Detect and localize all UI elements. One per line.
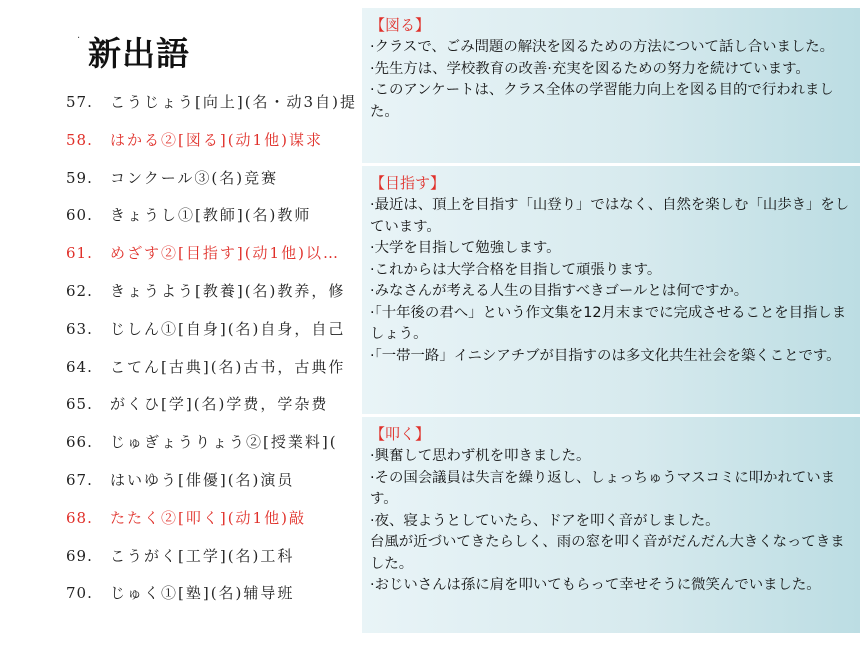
vocab-number: 58. [66,130,93,149]
example-sentence: ·先生方は、学校教育の改善·充実を図るための努力を続けています。 [370,60,810,77]
example-sentence: ·興奮して思わず机を叩きました。 [370,448,591,464]
vocab-item [66,242,357,280]
panel-heading: 【叩く】 [370,425,431,443]
vocab-item [66,507,357,545]
vocab-text: はかる②[図る](动1他)谋求 [110,130,323,149]
example-sentence: ·最近は、頂上を目指す「山登り」ではなく、自然を楽しむ「山歩き」をしています。 [370,197,850,235]
example-sentence: ·このアンケートは、クラス全体の学習能力向上を図る目的で行われました。 [370,82,834,120]
example-lines [370,37,850,123]
vocab-number: 68. [66,508,93,527]
vocab-text: こてん[古典](名)古书，古典作 [110,357,346,376]
example-sentence: ·「一帯一路」イニシアチブが目指すのは多文化共生社会を築くことです。 [370,347,841,364]
vocab-item [66,545,357,583]
vocab-text: めざす②[目指す](动1他)以… [110,244,340,263]
vocab-text: きょうし①[教師](名)教师 [110,206,312,225]
vocab-text: じゅく①[塾](名)辅导班 [110,584,295,603]
vocab-number: 64. [66,357,93,376]
example-sentence: ·その国会議員は失言を繰り返し、しょっちゅうマスコミに叩かれています。 [370,469,836,507]
vocab-item [66,167,357,205]
example-sentence: 台風が近づいてきたらしく、雨の窓を叩く音がだんだん大きくなってきました。 [370,534,845,572]
vocab-item [66,91,357,129]
vocab-text: じゅぎょうりょう②[授業料]( [110,433,338,452]
vocab-number: 66. [66,433,93,452]
vocab-number: 67. [66,470,93,489]
vocab-text: がくひ[学](名)学费，学杂费 [110,395,329,414]
panel-tataku [362,417,860,633]
vocab-item [66,393,357,431]
example-sentence: ·「十年後の君へ」という作文集を12月末までに完成させることを目指しましょう。 [370,304,847,342]
example-sentence: ·大学を目指して勉強します。 [370,240,561,256]
vocab-item [66,318,357,356]
vocab-item [66,356,357,394]
vocab-text: きょうよう[教養](名)教养，修 [110,281,346,300]
example-lines [370,446,850,597]
vocab-number: 57. [66,93,93,111]
vocab-item [66,204,357,242]
panel-heading: 【図る】 [370,16,431,34]
vocab-number: 63. [66,319,93,338]
vocab-item [66,431,357,469]
vocab-item [66,582,357,620]
dot-mark: · [77,33,81,44]
vocab-number: 70. [66,584,93,603]
example-sentence: ·クラスで、ごみ問題の解決を図るための方法について話し合いました。 [370,39,835,55]
panel-mezasu [362,166,860,414]
example-lines [370,195,850,367]
vocab-item [66,280,357,318]
vocab-text: こうじょう[向上](名・动3自)提 [110,93,357,111]
example-sentence: ·これからは大学合格を目指して頑張ります。 [370,261,662,278]
panel-hakaru [362,8,860,163]
vocab-number: 65. [66,395,93,414]
vocab-item [66,129,357,167]
example-sentence: ·夜、寝ようとしていたら、ドアを叩く音がしました。 [370,512,720,529]
vocab-text: コンクール③(名)竞赛 [110,168,279,187]
example-sentence: ·おじいさんは孫に肩を叩いてもらって幸せそうに微笑んでいました。 [370,577,821,593]
vocab-text: たたく②[叩く](动1他)敲 [110,508,306,527]
vocab-number: 69. [66,546,93,565]
page-title: 新出語 [88,34,190,73]
vocab-text: はいゆう[俳優](名)演员 [110,470,295,489]
vocab-number: 62. [66,281,93,300]
vocab-number: 60. [66,206,93,225]
vocab-number: 61. [66,244,93,263]
vocab-text: こうがく[工学](名)工科 [110,546,295,565]
vocab-item [66,469,357,507]
example-sentence: ·みなさんが考える人生の目指すべきゴールとは何ですか。 [370,283,749,299]
vocab-text: じしん①[自身](名)自身，自己 [110,319,346,338]
panel-heading: 【目指す】 [370,174,446,192]
vocab-list [66,91,357,620]
vocab-number: 59. [66,168,93,187]
